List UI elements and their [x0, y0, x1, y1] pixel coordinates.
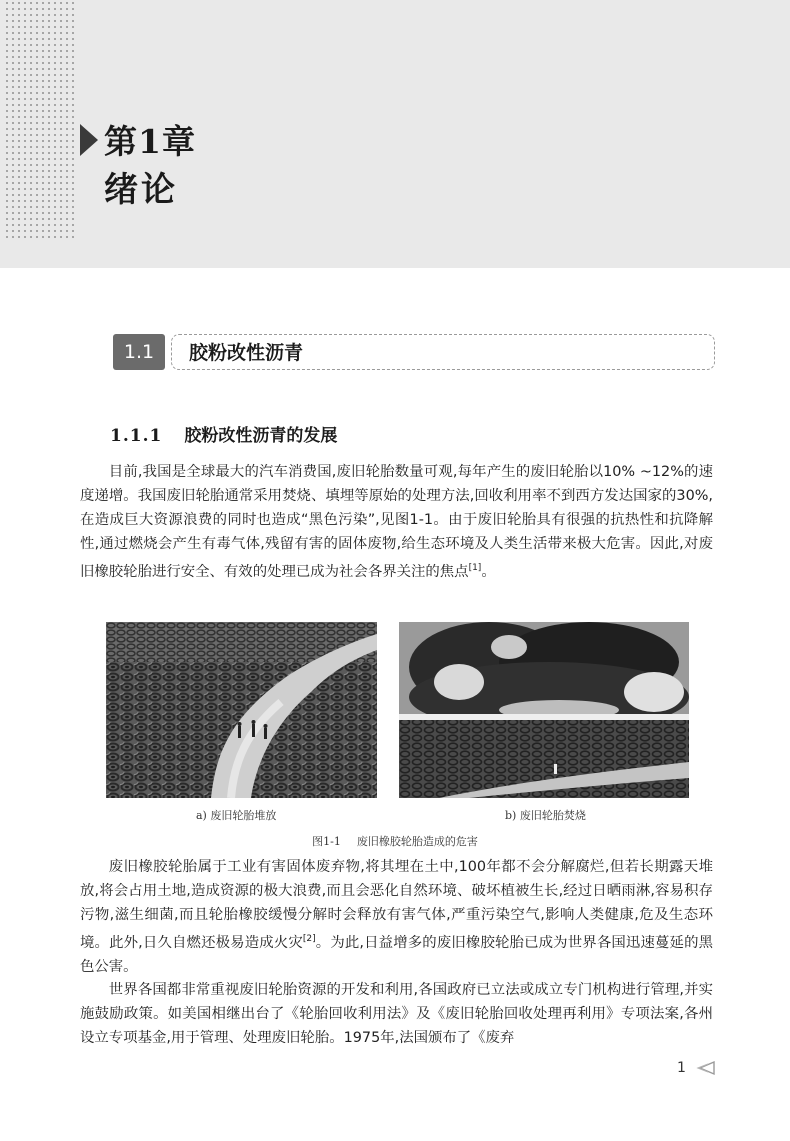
figure-subcaption-a: a) 废旧轮胎堆放 — [196, 809, 277, 822]
citation-ref-2: [2] — [302, 934, 316, 944]
page-number: 1 — [677, 1060, 686, 1076]
figure-caption — [0, 833, 790, 849]
page-arrow-icon — [694, 1060, 716, 1076]
paragraph-2-end: 。为此,日益增多的废旧橡胶轮胎已成为世界各国迅速蔓延的黑色公害。 — [80, 934, 714, 975]
decorative-dot-pattern — [4, 0, 78, 242]
paragraph-1-end: 。 — [481, 563, 496, 580]
figure-subcaption-b: b) 废旧轮胎焚烧 — [505, 809, 586, 822]
section-number: 1.1 — [113, 334, 165, 370]
paragraph-2-text: 废旧橡胶轮胎属于工业有害固体废弃物,将其埋在土中,100年都不会分解腐烂,但若长期露天堆放,将会占用土地,造成资源的极大浪费,而且会恶化自然环境、破坏植被生长,经过日晒雨淋,容易积存污物,滋生细菌,而且轮胎橡胶缓慢分解时会释放有害气体,严重污染空气,影响人类健康,危及生态环境。此外,日久自燃还极易造成火灾 — [80, 859, 713, 951]
figure-label: 图1-1 — [312, 835, 341, 848]
citation-ref-1: [1] — [468, 563, 482, 573]
section-title: 胶粉改性沥青 — [189, 342, 304, 364]
paragraph-3: 世界各国都非常重视废旧轮胎资源的开发和利用,各国政府已立法或成立专门机构进行管理,并实施鼓励政策。如美国相继出台了《轮胎回收利用法》及《废旧轮胎回收处理再利用》专项法案,各州设立专项基金,用于管理、处理废旧轮胎。1975年,法国颁布了《废弃 — [80, 982, 713, 1046]
figure-caption-text: 废旧橡胶轮胎造成的危害 — [356, 835, 478, 848]
paragraph-1 — [80, 460, 713, 584]
figure-image-tire-burning — [399, 622, 689, 798]
subsection-number: 1.1.1 — [110, 426, 163, 446]
chapter-header-band — [0, 0, 790, 268]
subsection-heading — [110, 421, 337, 446]
section-title-frame — [171, 334, 715, 370]
figure-image-tire-pile — [106, 622, 377, 798]
chapter-arrow-icon — [80, 124, 98, 156]
subsection-title: 胶粉改性沥青的发展 — [184, 426, 338, 446]
section-heading — [113, 334, 715, 372]
chapter-number: 第1章 — [104, 122, 196, 161]
paragraph-1-text: 目前,我国是全球最大的汽车消费国,废旧轮胎数量可观,每年产生的废旧轮胎以10% ~12%的速度递增。我国废旧轮胎通常采用焚烧、填埋等原始的处理方法,回收利用率不到西方发达国家的30%,在造成巨大资源浪费的同时也造成“黑色污染”,见图1-1。由于废旧轮胎具有很强的抗热性和抗降解性,通过燃烧会产生有毒气体,残留有害的固体废物,给生态环境及人类生活带来极大危害。因此,对废旧橡胶轮胎进行安全、有效的处理已成为社会各界关注的焦点 — [80, 464, 713, 580]
chapter-title: 绪论 — [104, 170, 178, 210]
paragraph-2 — [80, 855, 713, 979]
